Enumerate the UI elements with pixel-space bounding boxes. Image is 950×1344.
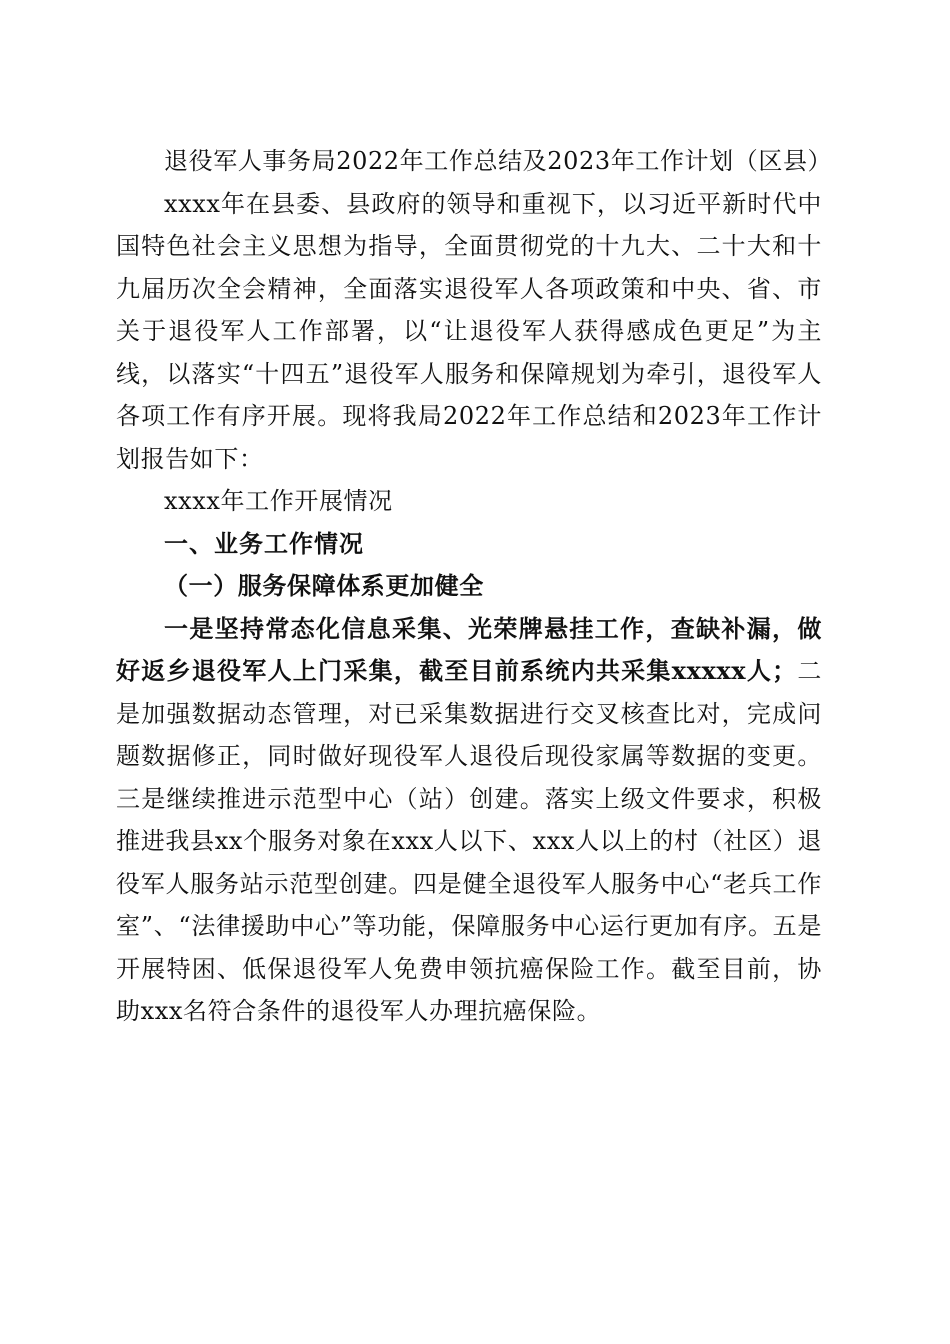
document-page <box>116 140 833 1033</box>
document-title: 退役军人事务局2022年工作总结及2023年工作计划（区县） <box>164 147 833 175</box>
body-regular-run: 二是加强数据动态管理，对已采集数据进行交叉核查比对，完成问题数据修正，同时做好现役军人退役后现役家属等数据的变更。三是继续推进示范型中心（站）创建。落实上级文件要求，积极推进我县xx个服务对象在xxx人以下、xxx人以上的村（社区）退役军人服务站示范型创建。四是健全退役军人服务中心“老兵工作室”、“法律援助中心”等功能，保障服务中心运行更加有序。五是开展特困、低保退役军人免费申领抗癌保险工作。截至目前，协助xxx名符合条件的退役军人办理抗癌保险。 <box>116 657 822 1025</box>
intro-paragraph: xxxx年在县委、县政府的领导和重视下，以习近平新时代中国特色社会主义思想为指导，全面贯彻党的十九大、二十大和十九届历次全会精神，全面落实退役军人各项政策和中央、省、市关于退役军人工作部署，以“让退役军人获得感成色更足”为主线，以落实“十四五”退役军人服务和保障规划为牵引，退役军人各项工作有序开展。现将我局2022年工作总结和2023年工作计划报告如下： <box>116 189 822 473</box>
heading-level-1: 一、业务工作情况 <box>164 529 364 558</box>
body-bold-run: 一是坚持常态化信息采集、光荣牌悬挂工作，查缺补漏，做好返乡退役军人上门采集，截至目前系统内共采集xxxxx人； <box>116 613 822 685</box>
section-label: xxxx年工作开展情况 <box>164 487 393 515</box>
body-paragraph <box>116 608 822 1033</box>
heading-level-2: （一）服务保障体系更加健全 <box>164 571 484 600</box>
